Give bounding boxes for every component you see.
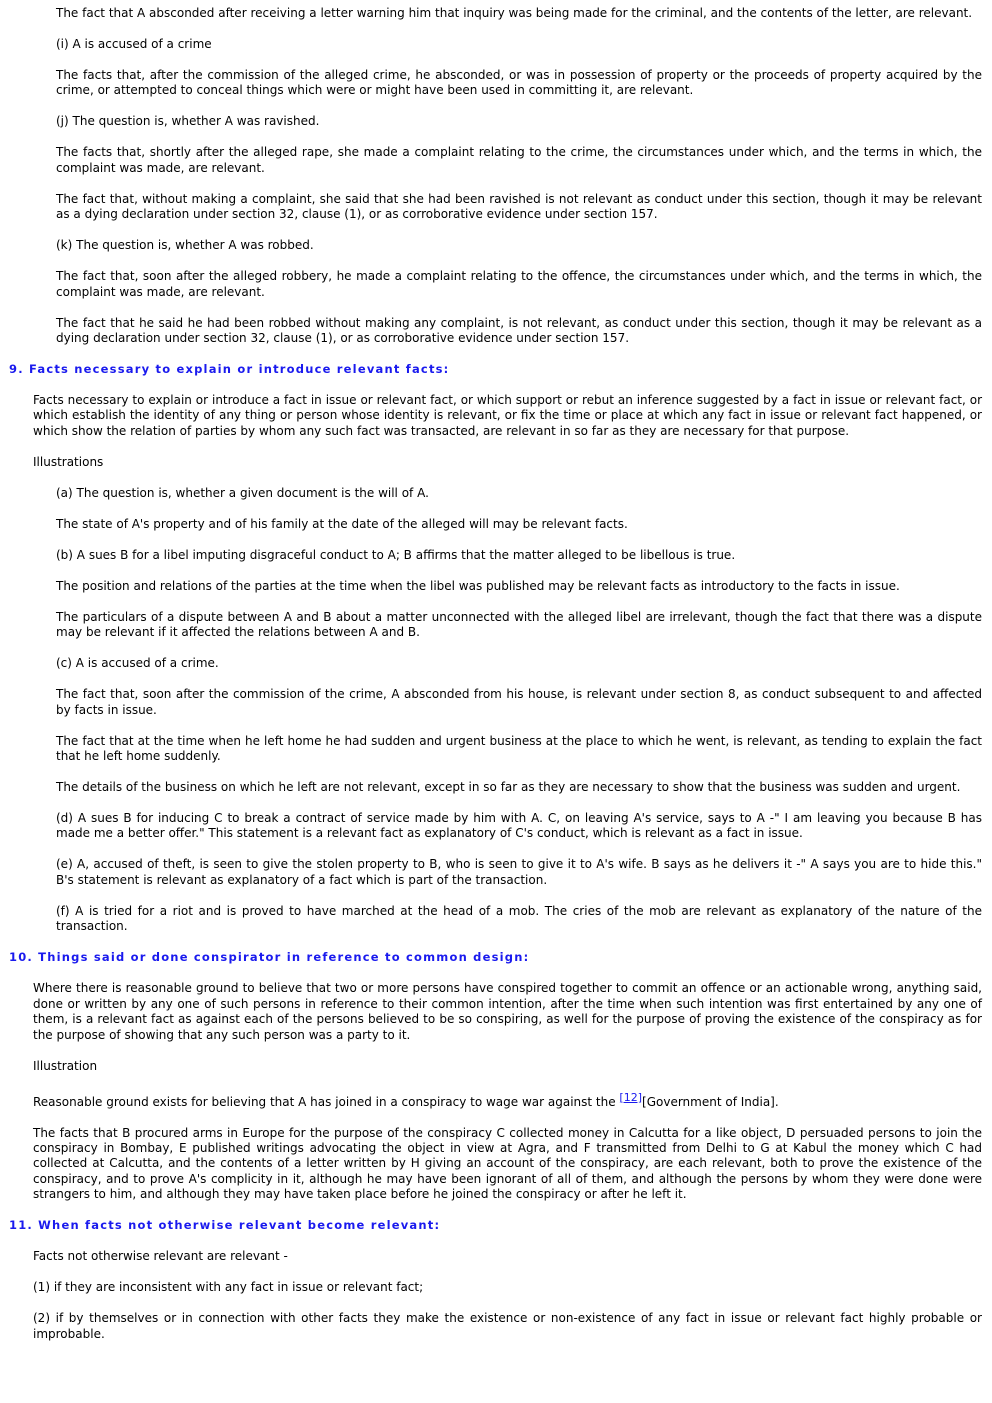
footnote-link[interactable]: [12] (619, 1090, 643, 1104)
paragraph: The fact that he said he had been robbed without making any complaint, is not relevant, as conduct under this section, though it may be relevant as a dying declaration under section 32, clause (1), or as corroborative evidence under section 157. (56, 315, 982, 346)
paragraph: Illustration (33, 1058, 98, 1073)
paragraph: Illustrations (33, 454, 104, 469)
paragraph: (k) The question is, whether A was robbed. (56, 238, 314, 253)
section-heading: 9. Facts necessary to explain or introduce relevant facts: (9, 362, 450, 377)
paragraph: Where there is reasonable ground to believe that two or more persons have conspired together to commit an offence or an actionable wrong, anything said, done or written by any one of such persons in reference to their common intention, after the time when such intention was first entertained by any one of them, is a relevant fact as against each of the persons believed to be so conspiring, as well for the purpose of proving the existence of the conspiracy as for the purpose of showing that any such person was a party to it. (33, 981, 982, 1042)
paragraph: The details of the business on which he left are not relevant, except in so far as they are necessary to show that the business was sudden and urgent. (56, 780, 961, 795)
paragraph: The facts that, after the commission of the alleged crime, he absconded, or was in possession of property or the proceeds of property acquired by the crime, or attempted to conceal things which were or might have been used in committing it, are relevant. (56, 68, 982, 98)
paragraph: (1) if they are inconsistent with any fact in issue or relevant fact; (33, 1280, 424, 1295)
paragraph: (e) A, accused of theft, is seen to give the stolen property to B, who is seen to give it to A's wife. B says as he delivers it -" A says you are to hide this." B's statement is relevant as explanatory of a fact which is part of the transaction. (56, 857, 982, 887)
paragraph: (b) A sues B for a libel imputing disgraceful conduct to A; B affirms that the matter alleged to be libellous is true. (56, 547, 736, 562)
section-heading: 11. When facts not otherwise relevant become relevant: (9, 1218, 441, 1233)
paragraph: The fact that, soon after the commission of the crime, A absconded from his house, is relevant under section 8, as conduct subsequent to and affected by facts in issue. (56, 687, 982, 717)
paragraph: The fact that, without making a complaint, she said that she had been ravished is not relevant as conduct under this section, though it may be relevant as a dying declaration under section 32, clause (1), or as corroborative evidence under section 157. (56, 191, 982, 222)
paragraph: (i) A is accused of a crime (56, 37, 212, 51)
paragraph: The fact that A absconded after receiving a letter warning him that inquiry was being made for the criminal, and the contents of the letter, are relevant. (56, 6, 973, 20)
paragraph: The fact that at the time when he left home he had sudden and urgent business at the place to which he went, is relevant, as tending to explain the fact that he left home suddenly. (56, 733, 982, 764)
paragraph: (c) A is accused of a crime. (56, 656, 219, 671)
paragraph-with-footnote (33, 1090, 982, 1110)
paragraph: (a) The question is, whether a given document is the will of A. (56, 485, 429, 500)
paragraph: Facts necessary to explain or introduce a fact in issue or relevant fact, or which support or rebut an inference suggested by a fact in issue or relevant fact, or which establish the identity of any thing or person whose identity is relevant, or fix the time or place at which any fact in issue or relevant fact happened, or which show the relation of parties by whom any such fact was transacted, are relevant in so far as they are necessary for that purpose. (33, 393, 982, 438)
section-heading: 10. Things said or done conspirator in reference to common design: (9, 950, 530, 965)
paragraph: Facts not otherwise relevant are relevant - (33, 1249, 288, 1264)
paragraph: (d) A sues B for inducing C to break a contract of service made by him with A. C, on leaving A's service, says to A -" I am leaving you because B has made me a better offer." This statement is a relevant fact as explanatory of C's conduct, which is relevant as a fact in issue. (56, 811, 982, 841)
paragraph: The fact that, soon after the alleged robbery, he made a complaint relating to the offence, the circumstances under which, and the terms in which, the complaint was made, are relevant. (56, 269, 982, 299)
paragraph: The facts that, shortly after the alleged rape, she made a complaint relating to the crime, the circumstances under which, and the terms in which, the complaint was made, are relevant. (56, 145, 982, 175)
paragraph: The state of A's property and of his family at the date of the alleged will may be relevant facts. (56, 516, 628, 531)
paragraph-text: Reasonable ground exists for believing that A has joined in a conspiracy to wage war against the (33, 1094, 620, 1109)
paragraph-text: [Government of India]. (642, 1094, 779, 1109)
paragraph: The facts that B procured arms in Europe for the purpose of the conspiracy C collected money in Calcutta for a like object, D persuaded persons to join the conspiracy in Bombay, E published writings advocating the object in view at Agra, and F transmitted from Delhi to G at Kabul the money which C had collected at Calcutta, and the contents of a letter written by H giving an account of the conspiracy, are each relevant, both to prove the existence of the conspiracy, and to prove A's complicity in it, although he may have been ignorant of all of them, and although the persons by whom they were done were strangers to him, and although they may have taken place before he joined the conspiracy or after he left it. (33, 1125, 982, 1202)
paragraph: The particulars of a dispute between A and B about a matter unconnected with the alleged libel are irrelevant, though the fact that there was a dispute may be relevant if it affected the relations between A and B. (56, 609, 982, 640)
paragraph: (j) The question is, whether A was ravished. (56, 114, 320, 129)
paragraph: The position and relations of the parties at the time when the libel was published may be relevant facts as introductory to the facts in issue. (56, 578, 900, 593)
paragraph: (f) A is tried for a riot and is proved to have marched at the head of a mob. The cries of the mob are relevant as explanatory of the nature of the transaction. (56, 903, 982, 934)
paragraph: (2) if by themselves or in connection with other facts they make the existence or non-existence of any fact in issue or relevant fact highly probable or improbable. (33, 1311, 982, 1341)
